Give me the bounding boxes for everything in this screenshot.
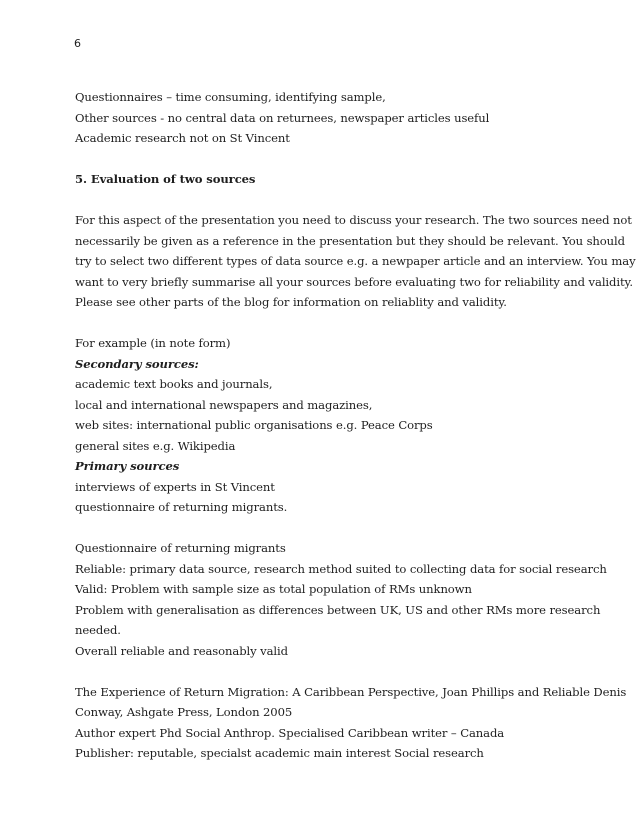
list-item: interviews of experts in St Vincent	[75, 479, 275, 494]
instructions-paragraph	[75, 210, 636, 313]
evaluation-line: Valid: Problem with sample size as total population of RMs unknown	[75, 582, 472, 596]
evaluation-line: The Experience of Return Migration: A Caribbean Perspective, Joan Phillips and Reliable Denis	[75, 684, 627, 699]
page-number: 6	[74, 37, 81, 50]
paragraph-line: For this aspect of the presentation you need to discuss your research. The two sources need not	[75, 213, 632, 227]
intro-line: Other sources - no central data on returnees, newspaper articles useful	[75, 110, 490, 125]
primary-sources-heading: Primary sources	[75, 459, 180, 473]
list-item: local and international newspapers and magazines,	[75, 397, 373, 412]
list-item: general sites e.g. Wikipedia	[75, 438, 236, 453]
evaluation-line: needed.	[75, 623, 121, 637]
paragraph-line: necessarily be given as a reference in the presentation but they should be relevant. You should	[75, 233, 625, 248]
list-item: academic text books and journals,	[75, 377, 273, 391]
paragraph-line: Please see other parts of the blog for information on reliablity and validity.	[75, 295, 507, 309]
example-intro: For example (in note form)	[75, 336, 231, 350]
paragraph-line: want to very briefly summarise all your sources before evaluating two for reliability and validity.	[75, 274, 634, 289]
document-body	[75, 87, 636, 764]
evaluation-line: Questionnaire of returning migrants	[75, 541, 286, 555]
primary-sources-list	[75, 477, 575, 518]
secondary-sources-list	[75, 374, 575, 456]
book-evaluation	[75, 682, 627, 764]
evaluation-line: Conway, Ashgate Press, London 2005	[75, 705, 293, 719]
intro-line: Academic research not on St Vincent	[75, 131, 290, 145]
list-item: questionnaire of returning migrants.	[75, 500, 288, 514]
secondary-sources-heading: Secondary sources:	[75, 356, 199, 371]
questionnaire-evaluation	[75, 538, 607, 661]
section-heading: 5. Evaluation of two sources	[75, 172, 256, 186]
list-item: web sites: international public organisations e.g. Peace Corps	[75, 418, 433, 432]
intro-notes	[75, 87, 575, 149]
evaluation-line: Author expert Phd Social Anthrop. Specialised Caribbean writer – Canada	[75, 725, 505, 740]
paragraph-line: try to select two different types of data source e.g. a newpaper article and an interview. You may	[75, 254, 636, 268]
evaluation-line: Publisher: reputable, specialst academic main interest Social research	[75, 746, 484, 760]
evaluation-line: Overall reliable and reasonably valid	[75, 643, 288, 658]
evaluation-line: Problem with generalisation as differences between UK, US and other RMs more research	[75, 602, 601, 617]
intro-line: Questionnaires – time consuming, identifying sample,	[75, 90, 386, 104]
evaluation-line: Reliable: primary data source, research method suited to collecting data for social research	[75, 561, 607, 576]
